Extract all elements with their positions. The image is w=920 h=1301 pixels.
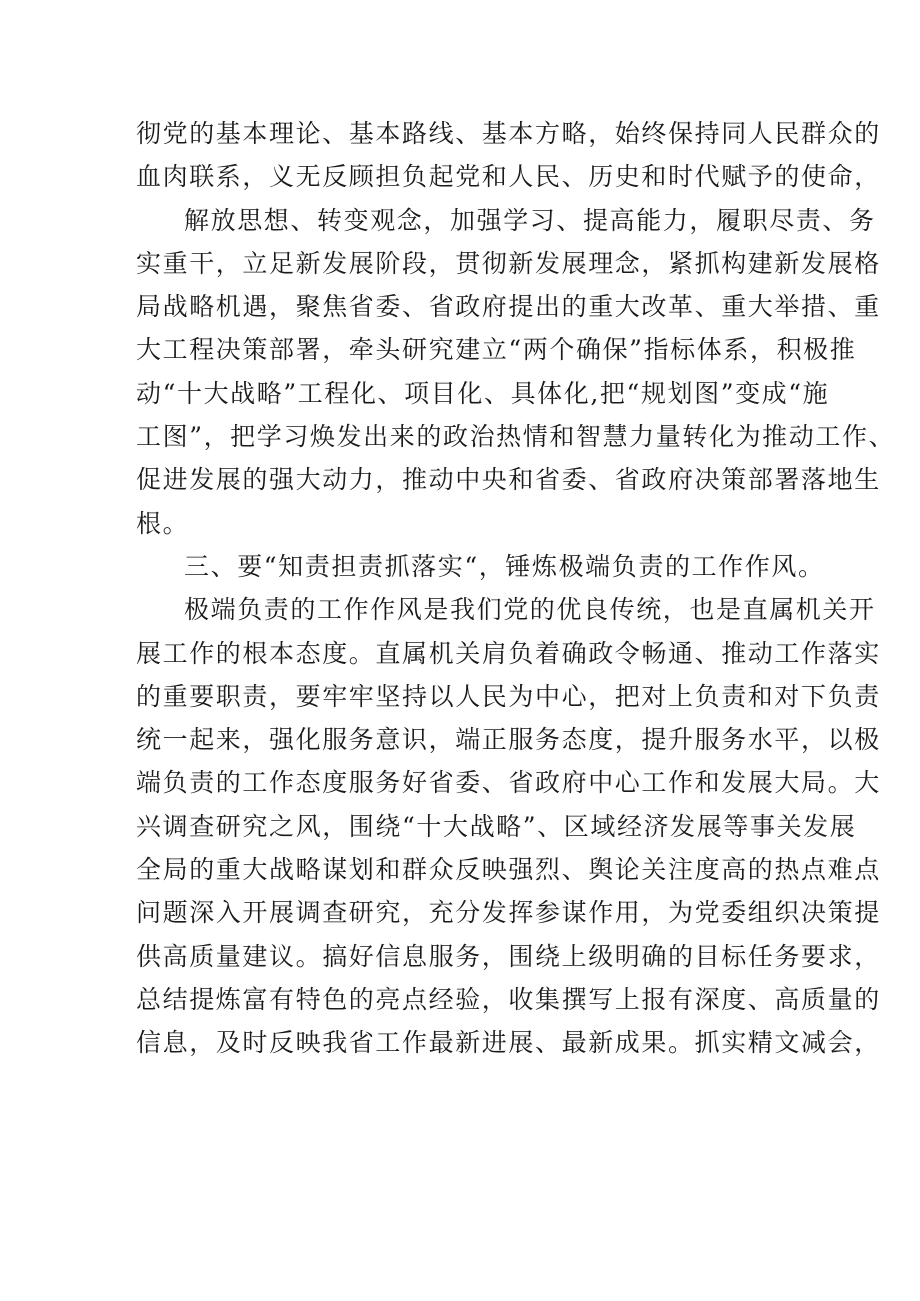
text-line: 工图”，把学习焕发出来的政治热情和智慧力量转化为推动工作、 — [136, 422, 896, 452]
text-line: 信息，及时反映我省工作最新进展、最新成果。抓实精文减会， — [136, 1028, 881, 1058]
text-line-paragraph-end: 根。 — [136, 508, 190, 538]
text-line: 的重要职责，要牢牢坚持以人民为中心，把对上负责和对下负责 — [136, 681, 881, 711]
paragraph-first-line: 解放思想、转变观念，加强学习、提高能力，履职尽责、务 — [184, 205, 876, 235]
text-line: 彻党的基本理论、基本路线、基本方略，始终保持同人民群众的 — [136, 119, 881, 148]
text-line: 动“十大战略”工程化、项目化、具体化,把“规划图”变成“施 — [136, 378, 830, 408]
text-line: 问题深入开展调查研究，充分发挥参谋作用，为党委组织决策提 — [136, 898, 881, 928]
text-line: 局战略机遇，聚焦省委、省政府提出的重大改革、重大举措、重 — [136, 292, 881, 322]
text-line: 实重干，立足新发展阶段，贯彻新发展理念，紧抓构建新发展格 — [136, 248, 881, 278]
text-line: 总结提炼富有特色的亮点经验，收集撰写上报有深度、高质量的 — [136, 984, 881, 1014]
text-line: 端负责的工作态度服务好省委、省政府中心工作和发展大局。大 — [136, 768, 881, 798]
text-line: 大工程决策部署，牵头研究建立“两个确保”指标体系，积极推 — [136, 335, 857, 365]
document-body — [136, 112, 896, 1065]
text-line: 全局的重大战略谋划和群众反映强烈、舆论关注度高的热点难点 — [136, 855, 881, 885]
section-heading: 三、要“知责担责抓落实“，锤炼极端负责的工作作风。 — [184, 551, 825, 581]
text-line: 统一起来，强化服务意识，端正服务态度，提升服务水平，以极 — [136, 725, 881, 755]
text-line: 供高质量建议。搞好信息服务，围绕上级明确的目标任务要求， — [136, 941, 881, 971]
paragraph-first-line: 极端负责的工作作风是我们党的优良传统，也是直属机关开 — [184, 595, 876, 625]
text-line: 促进发展的强大动力，推动中央和省委、省政府决策部署落地生 — [136, 465, 881, 495]
text-line: 血肉联系，义无反顾担负起党和人民、历史和时代赋予的使命， — [136, 162, 881, 192]
text-line: 展工作的根本态度。直属机关肩负着确政令畅通、推动工作落实 — [136, 638, 881, 668]
text-line: 兴调查研究之风，围绕“十大战略”、区域经济发展等事关发展 — [136, 811, 857, 841]
